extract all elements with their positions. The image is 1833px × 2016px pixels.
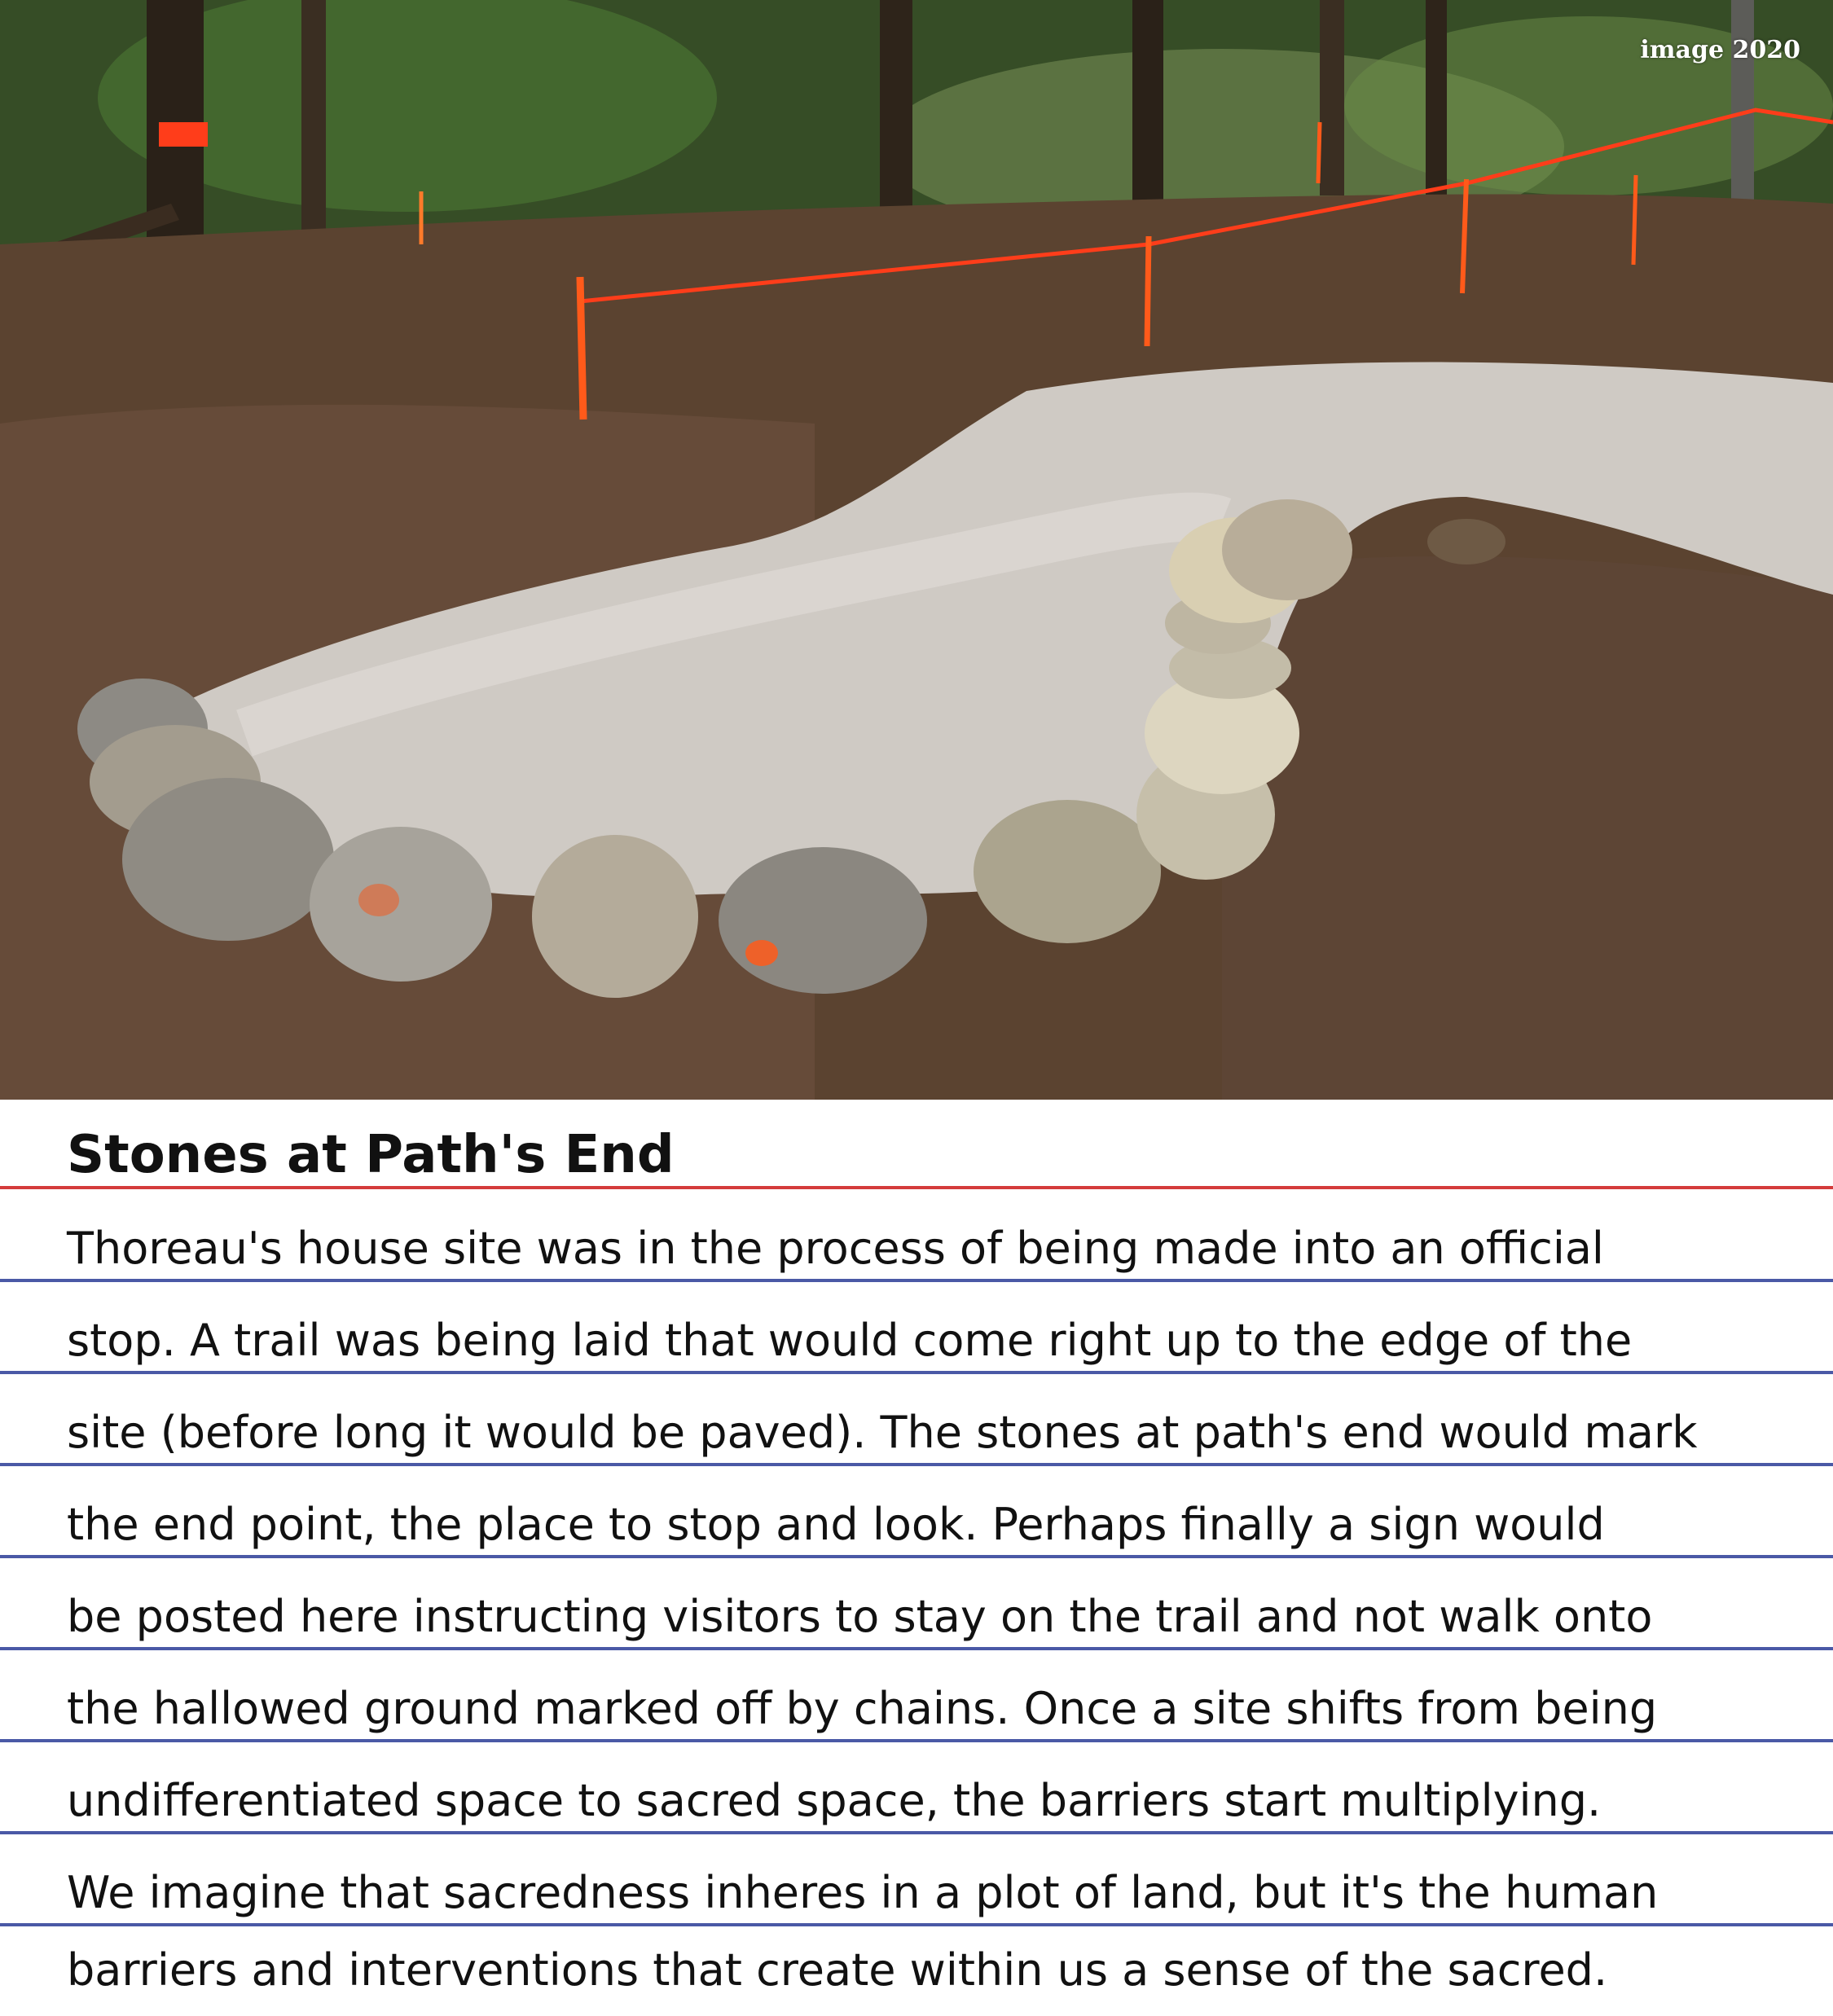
line-rule bbox=[0, 1739, 1833, 1742]
title-rule bbox=[0, 1186, 1833, 1189]
body-line-1: Thoreau's house site was in the process of being made into an official bbox=[67, 1223, 1604, 1274]
body-line-4: the end point, the place to stop and look. Perhaps finally a sign would bbox=[67, 1499, 1605, 1550]
body-line-5: be posted here instructing visitors to stay on the trail and not walk onto bbox=[67, 1591, 1653, 1642]
line-rule bbox=[0, 1555, 1833, 1558]
line-rule bbox=[0, 1279, 1833, 1282]
line-rule bbox=[0, 1463, 1833, 1466]
body-line-8: We imagine that sacredness inheres in a plot of land, but it's the human bbox=[67, 1867, 1659, 1918]
line-rule bbox=[0, 1371, 1833, 1374]
body-line-6: the hallowed ground marked off by chains. Once a site shifts from being bbox=[67, 1683, 1658, 1734]
body-line-3: site (before long it would be paved). The stones at path's end would mark bbox=[67, 1407, 1698, 1458]
body-line-9: barriers and interventions that create within us a sense of the sacred. bbox=[67, 1944, 1608, 1996]
line-rule bbox=[0, 1647, 1833, 1650]
photo-caption: image 2020 bbox=[1640, 36, 1800, 64]
line-rule bbox=[0, 1831, 1833, 1834]
page-title: Stones at Path's End bbox=[67, 1125, 675, 1185]
body-line-7: undifferentiated space to sacred space, the barriers start multiplying. bbox=[67, 1775, 1602, 1826]
body-line-2: stop. A trail was being laid that would come right up to the edge of the bbox=[67, 1315, 1633, 1366]
